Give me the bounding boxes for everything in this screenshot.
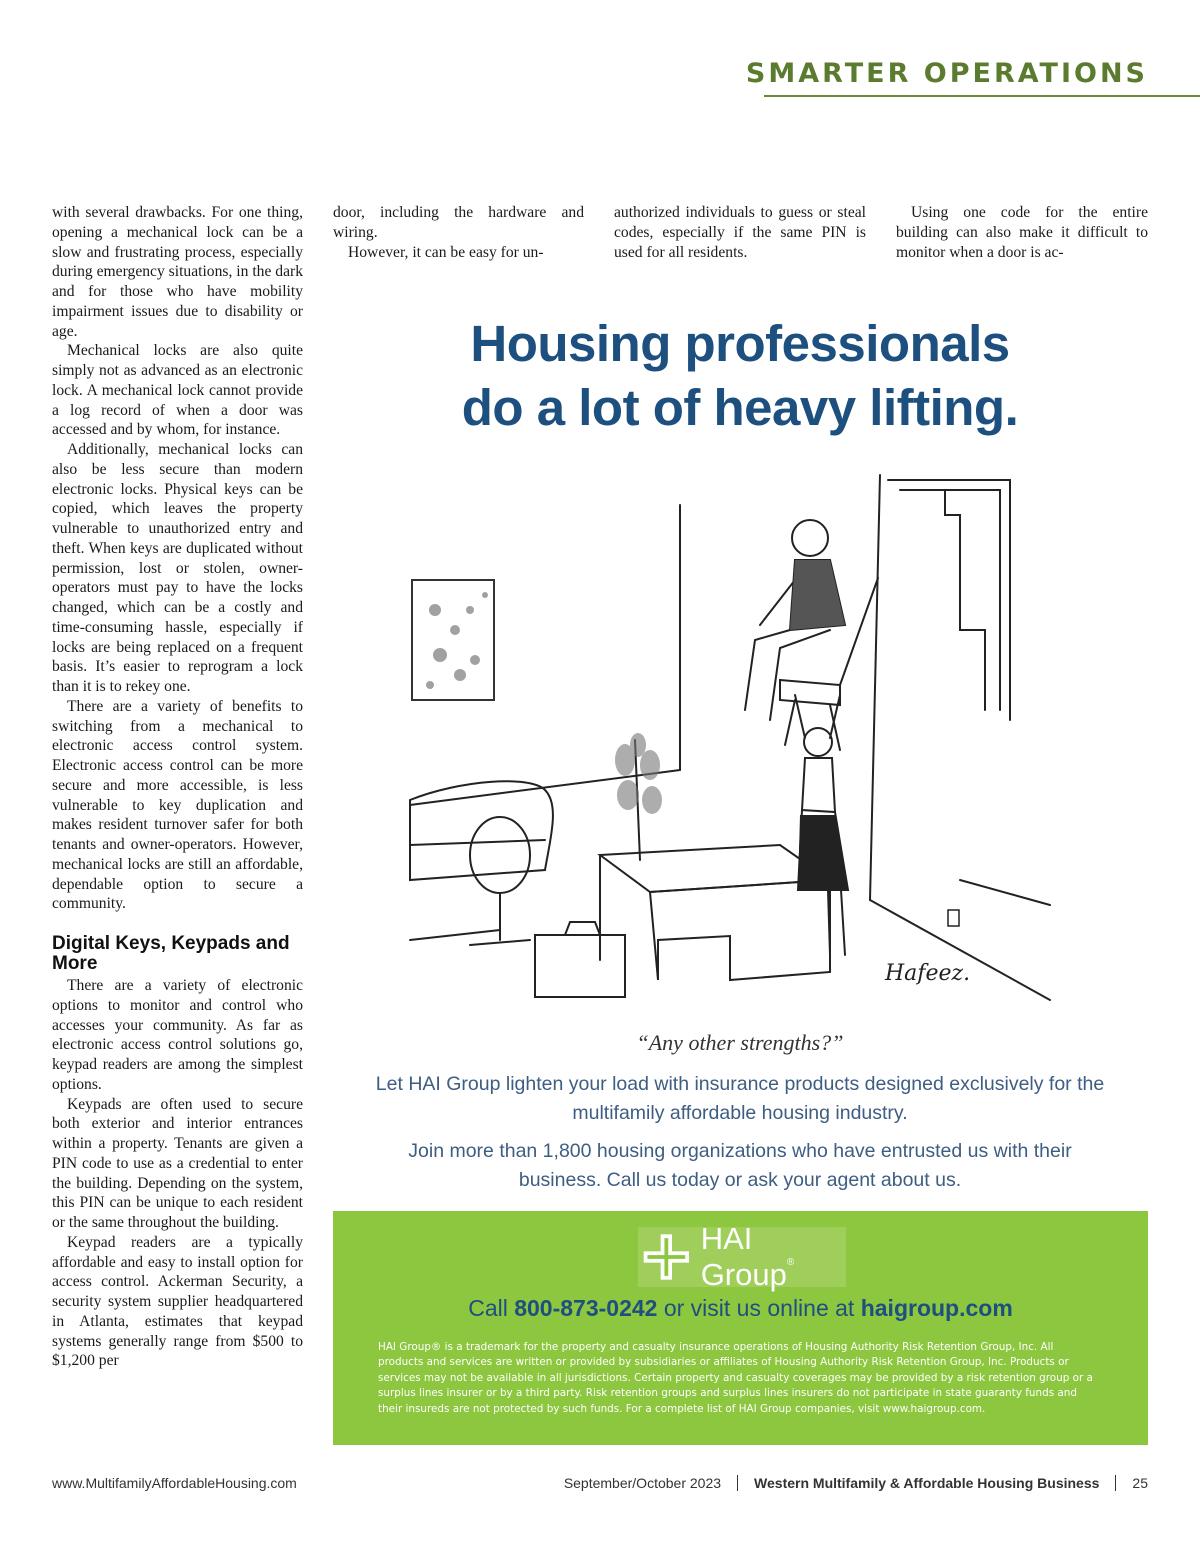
ad-body-text-2: Join more than 1,800 housing organizations who have entrusted us with their business. Call us today or ask your agent about us. bbox=[408, 1140, 1072, 1191]
hai-cross-logo-icon bbox=[638, 1227, 695, 1287]
ad-headline-line-2: do a lot of heavy lifting. bbox=[461, 379, 1019, 436]
ad-contact-box bbox=[333, 1211, 1148, 1445]
section-rule bbox=[764, 95, 1200, 97]
paragraph: There are a variety of electronic options to monitor and control who accesses your community. As far as electronic access control solutions go, keypad readers are among the simplest options. bbox=[52, 977, 303, 1093]
section-header: SMARTER OPERATIONS bbox=[745, 58, 1148, 89]
phone-number-link[interactable]: 800-873-0242 bbox=[514, 1295, 658, 1321]
paragraph: There are a variety of benefits to switching from a mechanical to electronic access control system. Electronic access control can be more secure and more accessible, is less vulnerable to key duplication and makes resident turnover safer for both tenants and owner-operators. However, mechanical locks are still an affordable, dependable option to secure a community. bbox=[52, 697, 303, 913]
footer-publication: Western Multifamily & Affordable Housing Business bbox=[754, 1475, 1100, 1491]
call-to-action: Call 800-873-0242 or visit us online at haigroup.com bbox=[468, 1295, 1013, 1321]
paragraph: door, including the hardware and wiring. bbox=[333, 204, 584, 241]
paragraph: Using one code for the entire building can also make it difficult to monitor when a door is ac- bbox=[896, 204, 1148, 261]
paragraph: However, it can be easy for un- bbox=[348, 243, 544, 261]
paragraph: Mechanical locks are also quite simply not as advanced as an electronic lock. A mechanical lock cannot provide a log record of when a door was accessed and by whom, for instance. bbox=[52, 342, 303, 439]
website-link[interactable]: haigroup.com bbox=[860, 1295, 1013, 1321]
footer-issue: September/October 2023 bbox=[563, 1475, 722, 1491]
article-column-1 bbox=[52, 203, 303, 1371]
paragraph: authorized individuals to guess or steal codes, especially if the same PIN is used for all residents. bbox=[614, 204, 866, 261]
ad-headline-line-1: Housing professionals bbox=[470, 315, 1010, 372]
cartoon-caption: “Any other strengths?” bbox=[636, 1030, 844, 1055]
ad-body-text-1: Let HAI Group lighten your load with insurance products designed exclusively for the multifamily affordable housing industry. bbox=[375, 1073, 1105, 1124]
legal-disclaimer: HAI Group® is a trademark for the property and casualty insurance operations of Housing Authority Risk Retention Group, Inc. All products and services are written or provided by subsidiaries or affiliates of Housing Authority Risk Retention Group, Inc. Products or services may not be available in all jurisdictions. Certain property and casualty coverages may be provided by a risk retention group or a surplus lines insurer or by a third party. Risk retention groups and surplus lines insurers do not participate in state guaranty funds and their insureds are not protected by such funds. For a complete list of HAI Group companies, visit www.haigroup.com. bbox=[378, 1341, 1093, 1415]
logo-wordmark: HAI Group® bbox=[700, 1221, 795, 1292]
footer-divider bbox=[1115, 1475, 1116, 1491]
subheading: Digital Keys, Keypads and More bbox=[52, 933, 290, 974]
cartoon-signature: Hafeez. bbox=[885, 961, 971, 986]
page-number: 25 bbox=[1132, 1475, 1148, 1491]
cartoon-illustration bbox=[400, 460, 1100, 1020]
footer-publication-info bbox=[564, 1475, 1148, 1491]
paragraph: with several drawbacks. For one thing, opening a mechanical lock can be a slow and frustrating process, especially during emergency situations, in the dark and for those who have mobility impairment issues due to disability or age. bbox=[52, 204, 303, 340]
paragraph: Keypad readers are a typically affordable and easy to install option for access control. Ackerman Security, a security system supplier headquartered in Atlanta, estimates that keypad systems generally range from $500 to $1,200 per bbox=[52, 1233, 303, 1370]
footer-website[interactable]: www.MultifamilyAffordableHousing.com bbox=[52, 1475, 297, 1491]
article-column-4 bbox=[896, 203, 1148, 262]
paragraph: Additionally, mechanical locks can also be less secure than modern electronic locks. Physical keys can be copied, which leaves the property vulnerable to unauthorized entry and theft. When keys are duplicated without permission, lost or stolen, owner-operators must pay to have the locks changed, which can be a costly and time-consuming hassle, especially if locks are being replaced on a frequent basis. It’s easier to reprogram a lock than it is to rekey one. bbox=[52, 441, 303, 695]
paragraph: Keypads are often used to secure both exterior and interior entrances within a property. Tenants are given a PIN code to use as a credential to enter the building. Depending on the system, this PIN can be unique to each resident or the same throughout the building. bbox=[52, 1095, 303, 1231]
article-column-2 bbox=[333, 203, 584, 262]
article-column-3 bbox=[614, 203, 866, 262]
ad-headline bbox=[360, 312, 1120, 440]
hai-group-logo[interactable] bbox=[638, 1221, 846, 1292]
footer-divider bbox=[737, 1475, 738, 1491]
